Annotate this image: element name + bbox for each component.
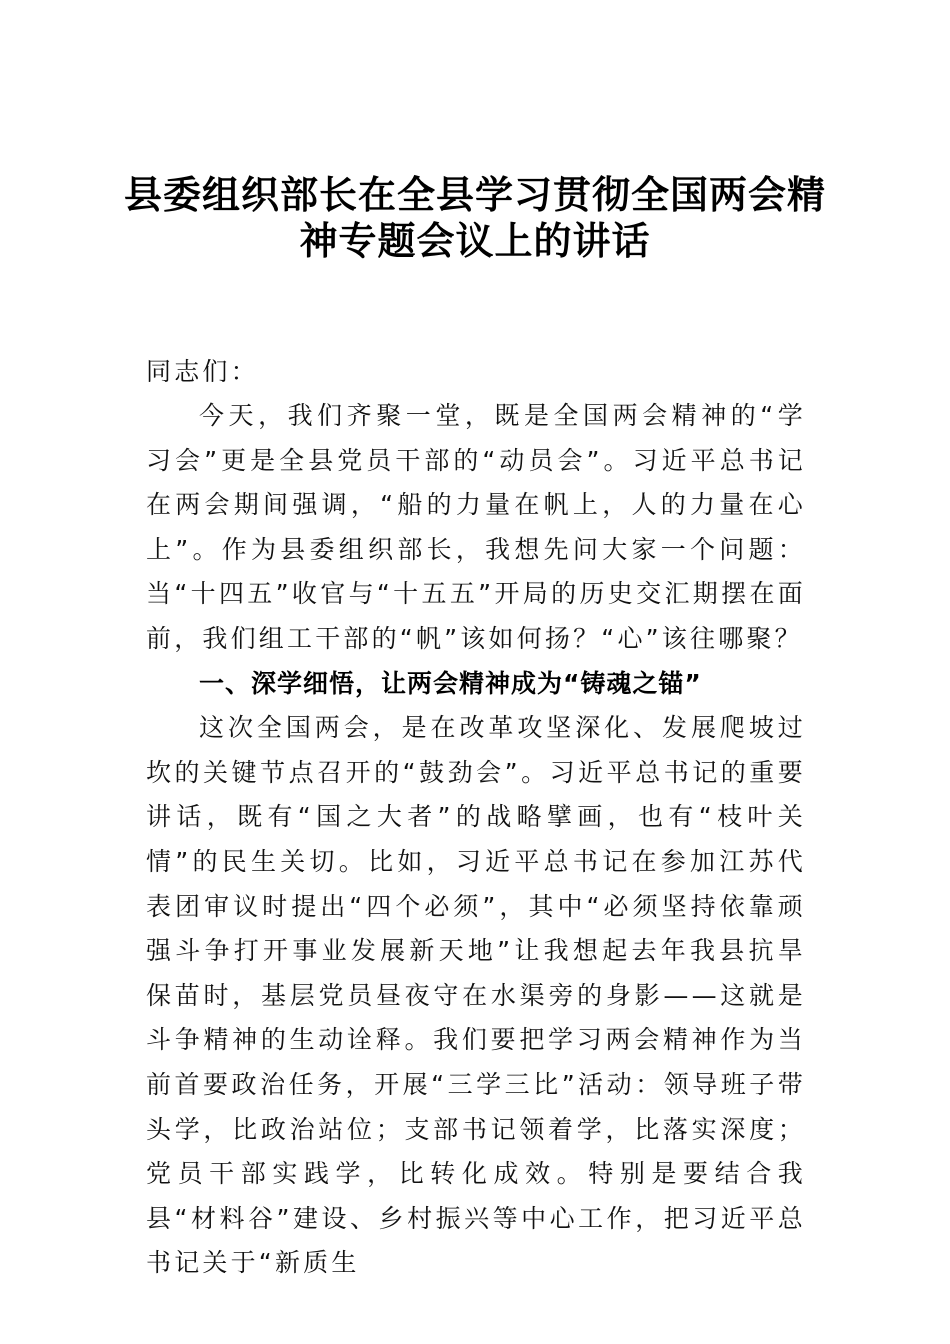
section-heading-1: 一、深学细悟，让两会精神成为“铸魂之锚” <box>199 668 702 698</box>
paragraph-section-1: 这次全国两会，是在改革攻坚深化、发展爬坡过坎的关键节点召开的“鼓劲会”。习近平总书记的重要讲话，既有“国之大者”的战略擘画，也有“枝叶关情”的民生关切。比如，习近平总书记在参加江苏代表团审议时提出“四个必须”，其中“必须坚持依靠顽强斗争打开事业发展新天地”让我想起去年我县抗旱保苗时，基层党员昼夜守在水渠旁的身影——这就是斗争精神的生动诠释。我们要把学习两会精神作为当前首要政治任务，开展“三学三比”活动：领导班子带头学，比政治站位；支部书记领着学，比落实深度；党员干部实践学，比转化成效。特别是要结合我县“材料谷”建设、乡村振兴等中心工作，把习近平总书记关于“新质生 <box>146 713 806 1278</box>
document-title-line-1: 县委组织部长在全县学习贯彻全国两会精 <box>123 172 826 217</box>
document-body <box>146 394 806 1286</box>
document-title-line-2: 神专题会议上的讲话 <box>299 218 651 263</box>
paragraph-intro: 今天，我们齐聚一堂，既是全国两会精神的“学习会”更是全县党员干部的“动员会”。习近平总书记在两会期间强调，“船的力量在帆上，人的力量在心上”。作为县委组织部长，我想先问大家一个问题：当“十四五”收官与“十五五”开局的历史交汇期摆在面前，我们组工干部的“帆”该如何扬？“心”该往哪聚？ <box>146 401 806 653</box>
salutation: 同志们： <box>146 357 259 386</box>
